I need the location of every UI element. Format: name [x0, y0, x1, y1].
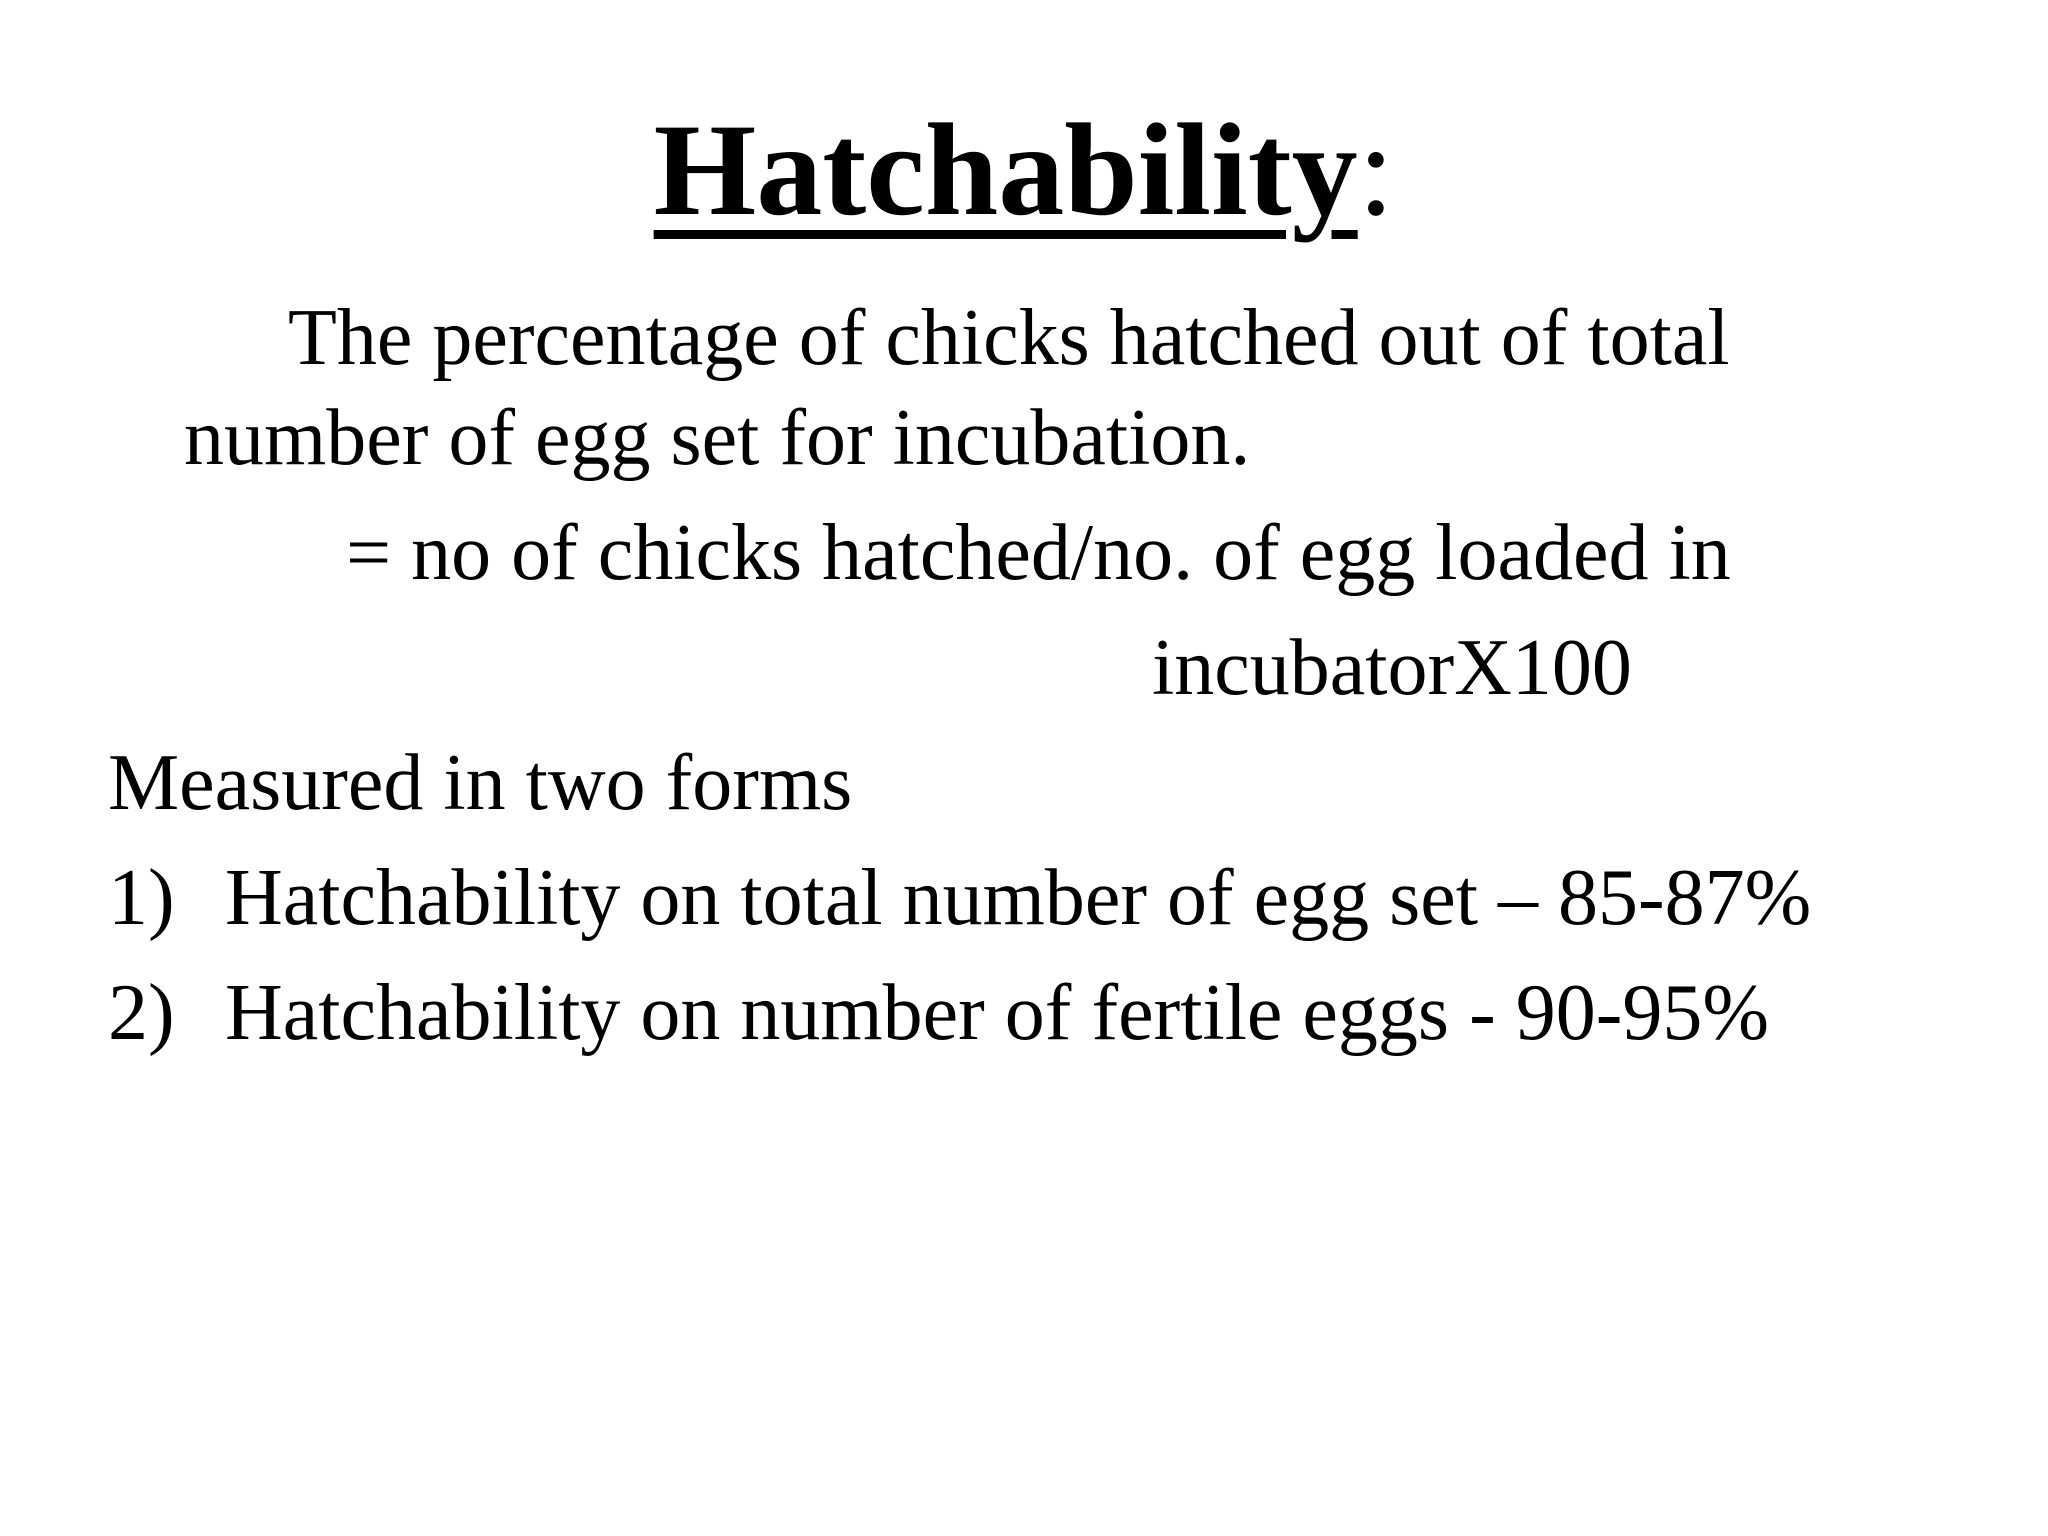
measured-heading: Measured in two forms — [108, 739, 853, 827]
list-item-number: 1) — [108, 854, 175, 942]
slide-title — [0, 95, 2048, 245]
definition-line-1: The percentage of chicks hatched out of total — [288, 294, 1730, 382]
list-item — [108, 965, 1769, 1061]
list-item — [108, 850, 1811, 946]
list-item-number: 2) — [108, 969, 175, 1057]
list-item-text: Hatchability on number of fertile eggs - 90-95% — [225, 969, 1769, 1057]
formula-line-2: incubatorX100 — [1152, 624, 1632, 712]
title-text: Hatchability — [653, 96, 1358, 243]
formula-line-1: = no of chicks hatched/no. of egg loaded in — [346, 509, 1731, 597]
definition-line-2: number of egg set for incubation. — [184, 394, 1251, 482]
title-colon: : — [1357, 96, 1395, 243]
list-item-text: Hatchability on total number of egg set – 85-87% — [225, 854, 1812, 942]
